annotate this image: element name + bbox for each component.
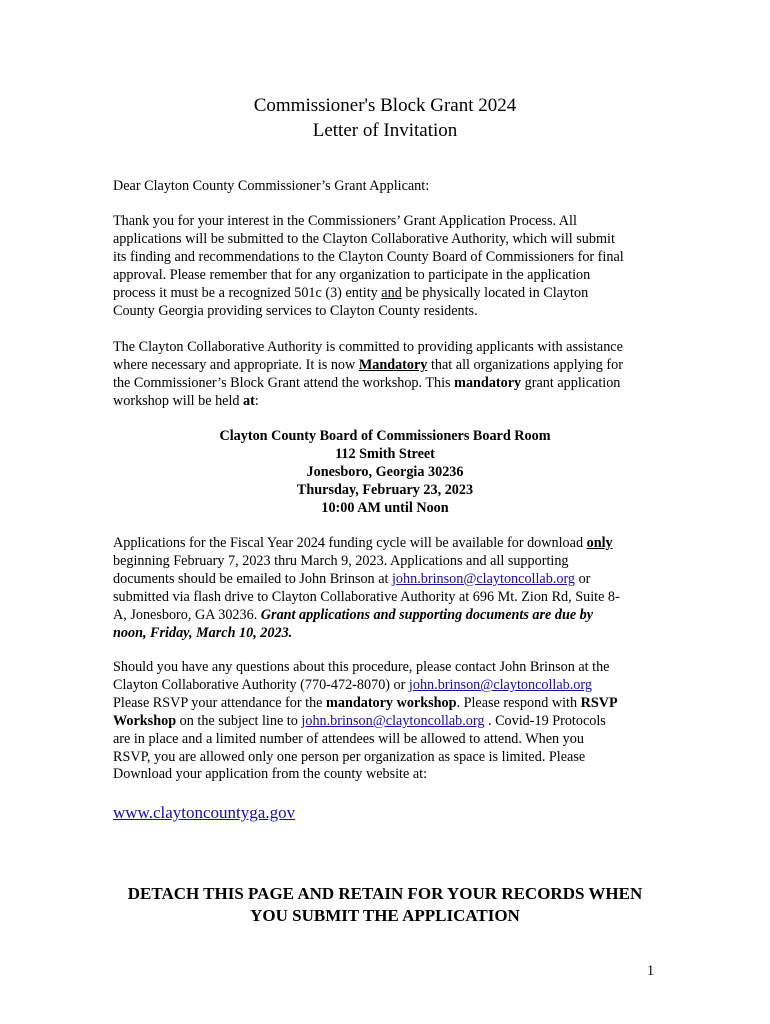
due-date-emphasis: Grant applications and supporting documents are due by <box>260 606 594 623</box>
text-segment: . Please respond with <box>456 694 581 711</box>
text-segment: where necessary and appropriate. It is now <box>113 356 359 373</box>
text-line: Download your application from the county website at: <box>113 766 428 783</box>
text-segment: process it must be a recognized 501c (3) entity <box>113 284 382 301</box>
text-segment: workshop will be held <box>113 392 244 409</box>
due-date-line: noon, Friday, March 10, 2023. <box>113 624 293 641</box>
text-segment: Clayton Collaborative Authority (770-472-8070) or <box>113 676 409 693</box>
workshop-address-block <box>113 428 657 518</box>
text-line <box>113 357 657 375</box>
text-line: applications will be submitted to the Clayton Collaborative Authority, which will submit <box>113 230 615 247</box>
document-subtitle: Letter of Invitation <box>312 120 458 141</box>
rsvp-bold: RSVP <box>580 694 618 711</box>
address-city: Jonesboro, Georgia 30236 <box>306 463 464 480</box>
text-line: Should you have any questions about this procedure, please contact John Brinson at the <box>113 659 610 675</box>
page-number: 1 <box>647 963 655 979</box>
at-bold: at <box>243 392 255 409</box>
mandatory-workshop-bold: mandatory workshop <box>326 694 457 711</box>
email-link[interactable]: john.brinson@claytoncollab.org <box>408 676 592 693</box>
text-line <box>113 535 657 553</box>
text-segment: . Covid-19 Protocols <box>484 712 606 729</box>
text-line: submitted via flash drive to Clayton Collaborative Authority at 696 Mt. Zion Rd, Suite 8- <box>113 588 620 605</box>
text-line <box>113 677 657 695</box>
paragraph-intro <box>113 213 657 320</box>
text-line <box>113 285 657 303</box>
workshop-bold: Workshop <box>113 712 177 729</box>
text-line <box>113 393 657 411</box>
workshop-time: 10:00 AM until Noon <box>321 499 449 516</box>
text-line: RSVP, you are allowed only one person per organization as space is limited. Please <box>113 748 586 765</box>
text-segment: grant application <box>521 374 621 391</box>
text-line <box>113 607 657 625</box>
county-website-link[interactable]: www.claytoncountyga.gov <box>113 803 296 822</box>
text-segment: or <box>575 570 591 587</box>
text-segment: A, Jonesboro, GA 30236. <box>113 606 261 623</box>
text-line: its finding and recommendations to the Clayton County Board of Commissioners for final <box>113 248 624 265</box>
text-segment: be physically located in Clayton <box>401 284 589 301</box>
text-line: are in place and a limited number of attendees will be allowed to attend. When you <box>113 730 584 747</box>
address-venue: Clayton County Board of Commissioners Board Room <box>219 428 551 444</box>
text-line <box>113 713 657 731</box>
workshop-date: Thursday, February 23, 2023 <box>296 481 474 498</box>
text-segment: on the subject line to <box>176 712 302 729</box>
paragraph-applications <box>113 535 657 642</box>
text-segment: : <box>254 392 259 409</box>
text-segment: Applications for the Fiscal Year 2024 funding cycle will be available for download <box>113 535 587 551</box>
detach-notice-line: DETACH THIS PAGE AND RETAIN FOR YOUR RECORDS WHEN <box>127 884 643 903</box>
detach-notice <box>0 883 770 927</box>
paragraph-contact <box>113 659 657 784</box>
text-segment: Please RSVP your attendance for the <box>113 694 327 711</box>
email-link[interactable]: john.brinson@claytoncollab.org <box>391 570 576 587</box>
mandatory-bold: mandatory <box>454 374 522 391</box>
mandatory-emphasis: Mandatory <box>358 356 428 373</box>
text-line <box>113 375 657 393</box>
document-title: Commissioner's Block Grant 2024 <box>253 95 517 116</box>
underlined-and: and <box>381 284 402 301</box>
text-line <box>113 571 657 589</box>
only-emphasis: only <box>586 535 613 551</box>
address-street: 112 Smith Street <box>335 445 435 462</box>
text-line: beginning February 7, 2023 thru March 9, 2023. Applications and all supporting <box>113 552 569 569</box>
text-segment: documents should be emailed to John Brinson at <box>113 570 392 587</box>
text-line <box>113 695 657 713</box>
email-link[interactable]: john.brinson@claytoncollab.org <box>301 712 485 729</box>
text-line: Thank you for your interest in the Commissioners’ Grant Application Process. All <box>113 213 577 229</box>
text-segment: that all organizations applying for <box>427 356 623 373</box>
salutation: Dear Clayton County Commissioner’s Grant Applicant: <box>113 178 430 194</box>
text-line: approval. Please remember that for any organization to participate in the application <box>113 266 591 283</box>
paragraph-workshop <box>113 339 657 411</box>
text-segment: the Commissioner’s Block Grant attend the workshop. This <box>113 374 455 391</box>
detach-notice-line: YOU SUBMIT THE APPLICATION <box>250 906 520 925</box>
text-line: The Clayton Collaborative Authority is committed to providing applicants with assistance <box>113 339 623 355</box>
text-line: County Georgia providing services to Clayton County residents. <box>113 302 478 319</box>
